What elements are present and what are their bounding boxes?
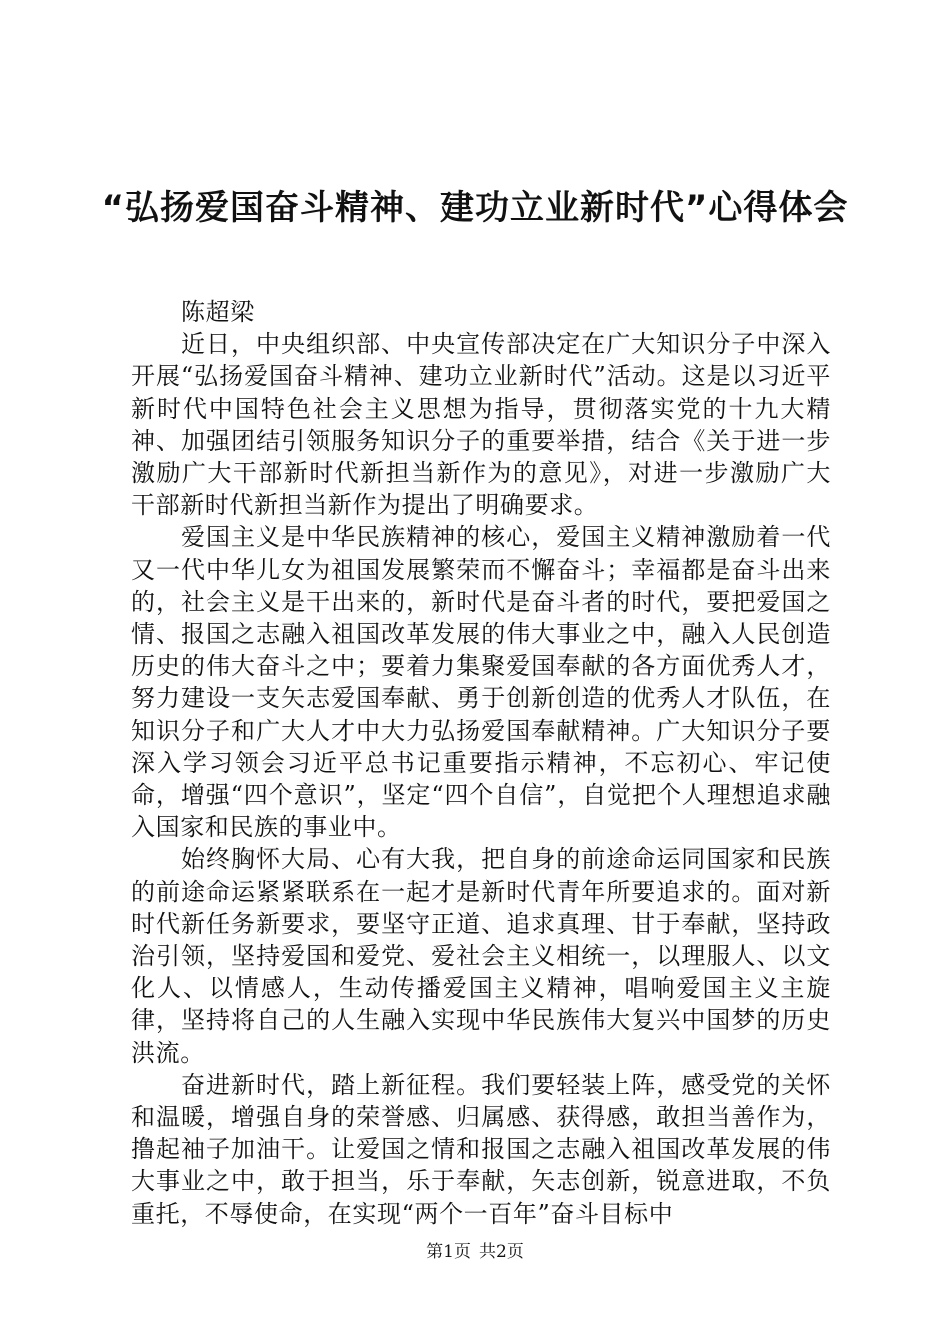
document-title: “弘扬爱国奋斗精神、建功立业新时代”心得体会 <box>101 188 849 228</box>
paragraph-3: 始终胸怀大局、心有大我，把自身的前途命运同国家和民族的前途命运紧紧联系在一起才是新时代青年所要追求的。面对新时代新任务新要求，要坚守正道、追求真理、甘于奉献，坚持政治引领，坚持爱国和爱党、爱社会主义相统一，以理服人、以文化人、以情感人，生动传播爱国主义精神，唱响爱国主义主旋律，坚持将自己的人生融入实现中华民族伟大复兴中国梦的历史洪流。 <box>131 845 831 1067</box>
paragraph-1: 近日，中央组织部、中央宣传部决定在广大知识分子中深入开展“弘扬爱国奋斗精神、建功立业新时代”活动。这是以习近平新时代中国特色社会主义思想为指导，贯彻落实党的十九大精神、加强团结引领服务知识分子的重要举措，结合《关于进一步激励广大干部新时代新担当新作为的意见》，对进一步激励广大干部新时代新担当新作为提出了明确要求。 <box>131 330 831 520</box>
page-number-current: 第1页 <box>426 1242 471 1262</box>
page-number-total: 共2页 <box>479 1242 524 1262</box>
page-footer <box>0 1240 950 1264</box>
paragraph-2: 爱国主义是中华民族精神的核心，爱国主义精神激励着一代又一代中华儿女为祖国发展繁荣而不懈奋斗；幸福都是奋斗出来的，社会主义是干出来的，新时代是奋斗者的时代，要把爱国之情、报国之志融入祖国改革发展的伟大事业之中，融入人民创造历史的伟大奋斗之中；要着力集聚爱国奉献的各方面优秀人才，努力建设一支矢志爱国奉献、勇于创新创造的优秀人才队伍，在知识分子和广大人才中大力弘扬爱国奉献精神。广大知识分子要深入学习领会习近平总书记重要指示精神，不忘初心、牢记使命，增强“四个意识”，坚定“四个自信”，自觉把个人理想追求融入国家和民族的事业中。 <box>131 523 831 842</box>
author-name: 陈超梁 <box>181 298 255 326</box>
document-body <box>131 296 831 1230</box>
paragraph-4: 奋进新时代，踏上新征程。我们要轻装上阵，感受党的关怀和温暖，增强自身的荣誉感、归属感、获得感，敢担当善作为，撸起袖子加油干。让爱国之情和报国之志融入祖国改革发展的伟大事业之中，敢于担当，乐于奉献，矢志创新，锐意进取，不负重托，不辱使命，在实现“两个一百年”奋斗目标中 <box>131 1070 831 1228</box>
